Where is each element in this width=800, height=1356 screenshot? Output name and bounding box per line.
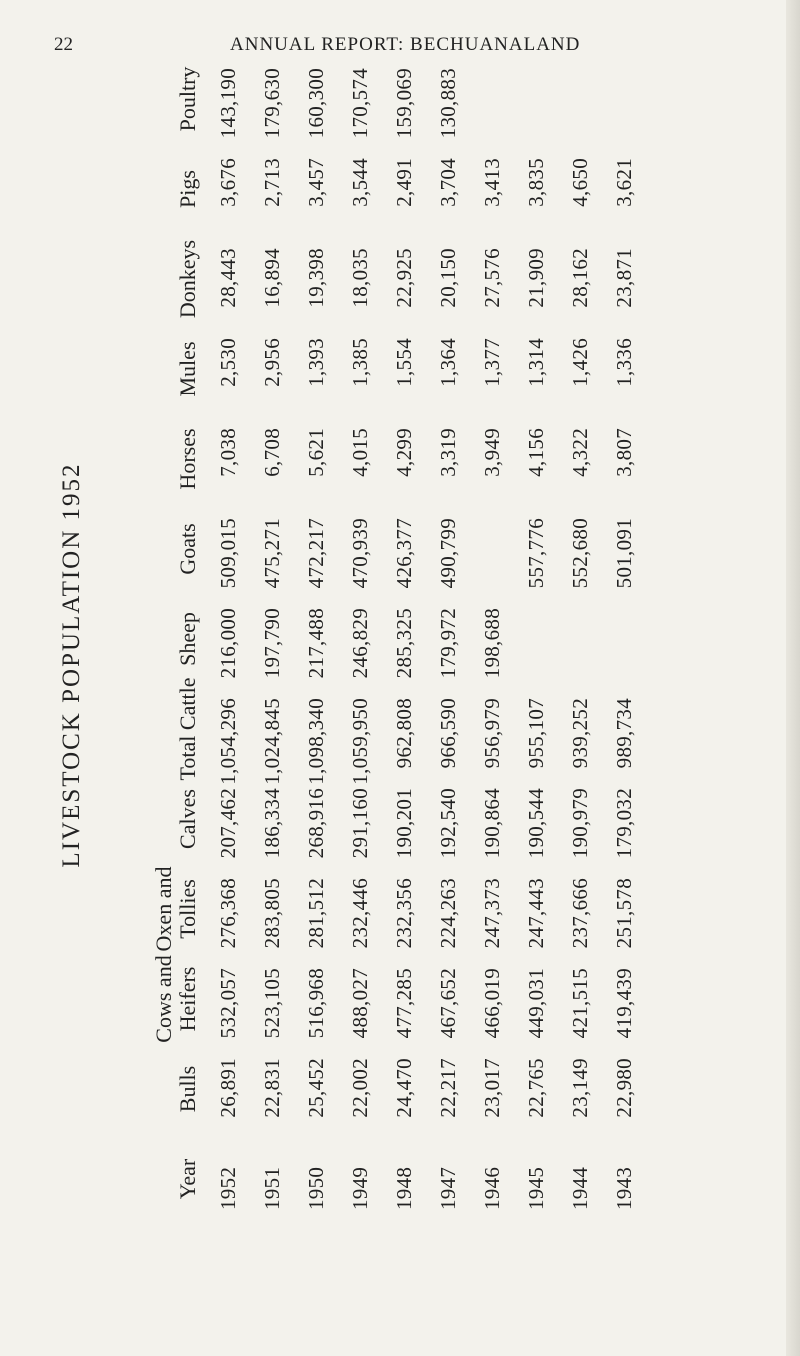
table-cell: 28,443	[215, 248, 240, 308]
column-header-line: Bulls	[175, 1065, 200, 1113]
table-cell: 224,263	[435, 878, 460, 949]
table-cell: 501,091	[611, 518, 636, 589]
table-cell: 24,470	[391, 1058, 416, 1118]
table-cell: 470,939	[347, 518, 372, 589]
table-cell: 1,393	[303, 338, 328, 387]
column-header	[110, 1148, 206, 1210]
table-cell	[602, 608, 646, 670]
table-cell: 3,621	[611, 158, 636, 207]
table-cell: 18,035	[347, 248, 372, 308]
table-cell: 1,098,340	[303, 698, 328, 785]
table-cell: 3,807	[611, 428, 636, 477]
table-column	[110, 239, 646, 319]
table-cell: 962,808	[391, 698, 416, 769]
table-cell: 2,491	[391, 158, 416, 207]
table-cell: 207,462	[215, 788, 240, 859]
table-cell: 26,891	[215, 1058, 240, 1118]
table-column	[110, 518, 646, 589]
table-cell: 22,217	[435, 1058, 460, 1118]
table-cell: 179,630	[259, 68, 284, 139]
table-cell: 179,032	[611, 788, 636, 859]
column-header	[110, 239, 206, 319]
table-cell	[514, 68, 558, 130]
table-cell: 232,446	[347, 878, 372, 949]
year-cell: 1945	[523, 1166, 548, 1210]
table-cell: 3,413	[479, 158, 504, 207]
table-cell: 190,201	[391, 788, 416, 859]
table-cell: 16,894	[259, 248, 284, 308]
table-cell	[514, 608, 558, 670]
table-cell: 22,765	[523, 1058, 548, 1118]
table-cell: 6,708	[259, 428, 284, 477]
table-column	[110, 788, 646, 859]
table-cell: 1,385	[347, 338, 372, 387]
table-cell: 19,398	[303, 248, 328, 308]
table-column	[110, 66, 646, 139]
page-number: 22	[54, 34, 73, 55]
year-cell: 1946	[479, 1166, 504, 1210]
table-cell: 2,713	[259, 158, 284, 207]
table-column	[110, 677, 646, 785]
table-cell: 1,554	[391, 338, 416, 387]
table-cell: 186,334	[259, 788, 284, 859]
table-cell: 237,666	[567, 878, 592, 949]
column-header-line: Pigs	[175, 170, 200, 208]
table-cell: 966,590	[435, 698, 460, 769]
table-cell: 28,162	[567, 248, 592, 308]
table-cell: 3,704	[435, 158, 460, 207]
table-cell: 3,544	[347, 158, 372, 207]
table-cell: 160,300	[303, 68, 328, 139]
table-cell: 419,439	[611, 968, 636, 1039]
table-cell: 27,576	[479, 248, 504, 308]
column-header-line: Cows and	[151, 955, 176, 1043]
table-cell: 467,652	[435, 968, 460, 1039]
table-cell: 130,883	[435, 68, 460, 139]
table-cell: 268,916	[303, 788, 328, 859]
table-column	[110, 608, 646, 679]
table-cell: 1,336	[611, 338, 636, 387]
table-cell: 523,105	[259, 968, 284, 1039]
table-cell: 1,364	[435, 338, 460, 387]
table-cell: 190,864	[479, 788, 504, 859]
table-cell: 25,452	[303, 1058, 328, 1118]
column-header-line: Year	[175, 1158, 200, 1200]
table-cell: 246,829	[347, 608, 372, 679]
table-cell: 281,512	[303, 878, 328, 949]
column-header	[110, 608, 206, 670]
table-cell: 472,217	[303, 518, 328, 589]
column-header-line: Mules	[175, 341, 200, 397]
table-cell: 276,368	[215, 878, 240, 949]
table-cell: 20,150	[435, 248, 460, 308]
table-cell: 23,149	[567, 1058, 592, 1118]
running-head: ANNUAL REPORT: BECHUANALAND	[230, 34, 581, 55]
table-cell: 198,688	[479, 608, 504, 679]
table-column	[110, 158, 646, 220]
column-header-line: Total Cattle	[175, 677, 200, 781]
table-cell: 247,373	[479, 878, 504, 949]
table-cell: 4,156	[523, 428, 548, 477]
page-edge-shadow	[786, 0, 800, 1356]
column-header-line: Oxen and	[151, 866, 176, 952]
year-cell: 1947	[435, 1166, 460, 1210]
table-cell: 1,059,950	[347, 698, 372, 785]
table-cell: 4,650	[567, 158, 592, 207]
table-cell: 217,488	[303, 608, 328, 679]
table-cell: 3,835	[523, 158, 548, 207]
table-column	[110, 1148, 646, 1210]
column-header	[110, 866, 206, 952]
column-header	[110, 1058, 206, 1120]
year-cell: 1951	[259, 1166, 284, 1210]
table-column	[110, 338, 646, 400]
table-cell: 291,160	[347, 788, 372, 859]
table-cell: 490,799	[435, 518, 460, 589]
year-cell: 1952	[215, 1166, 240, 1210]
table-columns	[110, 68, 646, 1210]
table-cell: 7,038	[215, 428, 240, 477]
table-cell: 2,530	[215, 338, 240, 387]
table-cell: 466,019	[479, 968, 504, 1039]
table-cell: 989,734	[611, 698, 636, 769]
column-header-line: Tollies	[175, 879, 200, 939]
year-cell: 1943	[611, 1166, 636, 1210]
table-cell: 143,190	[215, 68, 240, 139]
table-cell: 22,831	[259, 1058, 284, 1118]
table-column	[110, 428, 646, 490]
column-header-line: Donkeys	[175, 239, 200, 319]
table-cell: 23,017	[479, 1058, 504, 1118]
table-cell: 557,776	[523, 518, 548, 589]
table-cell: 4,299	[391, 428, 416, 477]
column-header	[110, 338, 206, 400]
table-cell: 285,325	[391, 608, 416, 679]
column-header-line: Sheep	[175, 612, 200, 666]
column-header	[110, 68, 206, 130]
table-cell: 421,515	[567, 968, 592, 1039]
table-cell: 477,285	[391, 968, 416, 1039]
column-header	[110, 428, 206, 490]
year-cell: 1949	[347, 1166, 372, 1210]
table-cell	[558, 68, 602, 130]
table-cell: 516,968	[303, 968, 328, 1039]
column-header-line: Heifers	[175, 966, 200, 1032]
column-header	[110, 158, 206, 220]
column-header-line: Calves	[175, 789, 200, 849]
table-cell: 3,319	[435, 428, 460, 477]
table-cell: 197,790	[259, 608, 284, 679]
table-cell: 21,909	[523, 248, 548, 308]
table-cell: 475,271	[259, 518, 284, 589]
table-cell: 1,054,296	[215, 698, 240, 785]
table-cell: 179,972	[435, 608, 460, 679]
column-header	[110, 518, 206, 580]
livestock-table	[50, 66, 710, 1210]
table-cell: 22,002	[347, 1058, 372, 1118]
table-cell: 532,057	[215, 968, 240, 1039]
table-cell: 216,000	[215, 608, 240, 679]
column-header	[110, 955, 206, 1043]
table-cell	[470, 518, 514, 580]
table-cell: 190,979	[567, 788, 592, 859]
table-cell: 1,314	[523, 338, 548, 387]
table-cell: 190,544	[523, 788, 548, 859]
year-cell: 1950	[303, 1166, 328, 1210]
table-cell: 449,031	[523, 968, 548, 1039]
column-header-line: Horses	[175, 428, 200, 490]
table-cell: 955,107	[523, 698, 548, 769]
table-cell: 488,027	[347, 968, 372, 1039]
table-cell	[558, 608, 602, 670]
table-cell: 22,925	[391, 248, 416, 308]
table-cell: 509,015	[215, 518, 240, 589]
year-cell: 1944	[567, 1166, 592, 1210]
table-cell: 232,356	[391, 878, 416, 949]
table-cell: 170,574	[347, 68, 372, 139]
table-title: LIVESTOCK POPULATION 1952	[58, 462, 85, 868]
table-cell: 956,979	[479, 698, 504, 769]
table-cell: 3,676	[215, 158, 240, 207]
column-header	[110, 677, 206, 781]
year-cell: 1948	[391, 1166, 416, 1210]
table-cell: 552,680	[567, 518, 592, 589]
table-cell: 5,621	[303, 428, 328, 477]
table-cell: 426,377	[391, 518, 416, 589]
column-header-line: Poultry	[175, 66, 200, 132]
table-cell: 283,805	[259, 878, 284, 949]
table-cell: 22,980	[611, 1058, 636, 1118]
table-cell: 247,443	[523, 878, 548, 949]
column-header	[110, 788, 206, 850]
table-cell: 23,871	[611, 248, 636, 308]
table-cell: 251,578	[611, 878, 636, 949]
table-cell: 4,322	[567, 428, 592, 477]
table-cell: 3,949	[479, 428, 504, 477]
table-cell: 2,956	[259, 338, 284, 387]
table-cell	[602, 68, 646, 130]
table-cell: 1,426	[567, 338, 592, 387]
table-column	[110, 1058, 646, 1120]
table-cell: 192,540	[435, 788, 460, 859]
table-cell: 1,024,845	[259, 698, 284, 785]
table-column	[110, 866, 646, 952]
table-cell	[470, 68, 514, 130]
table-cell: 4,015	[347, 428, 372, 477]
table-cell: 1,377	[479, 338, 504, 387]
table-cell: 159,069	[391, 68, 416, 139]
table-cell: 939,252	[567, 698, 592, 769]
table-cell: 3,457	[303, 158, 328, 207]
table-column	[110, 955, 646, 1043]
column-header-line: Goats	[175, 523, 200, 575]
